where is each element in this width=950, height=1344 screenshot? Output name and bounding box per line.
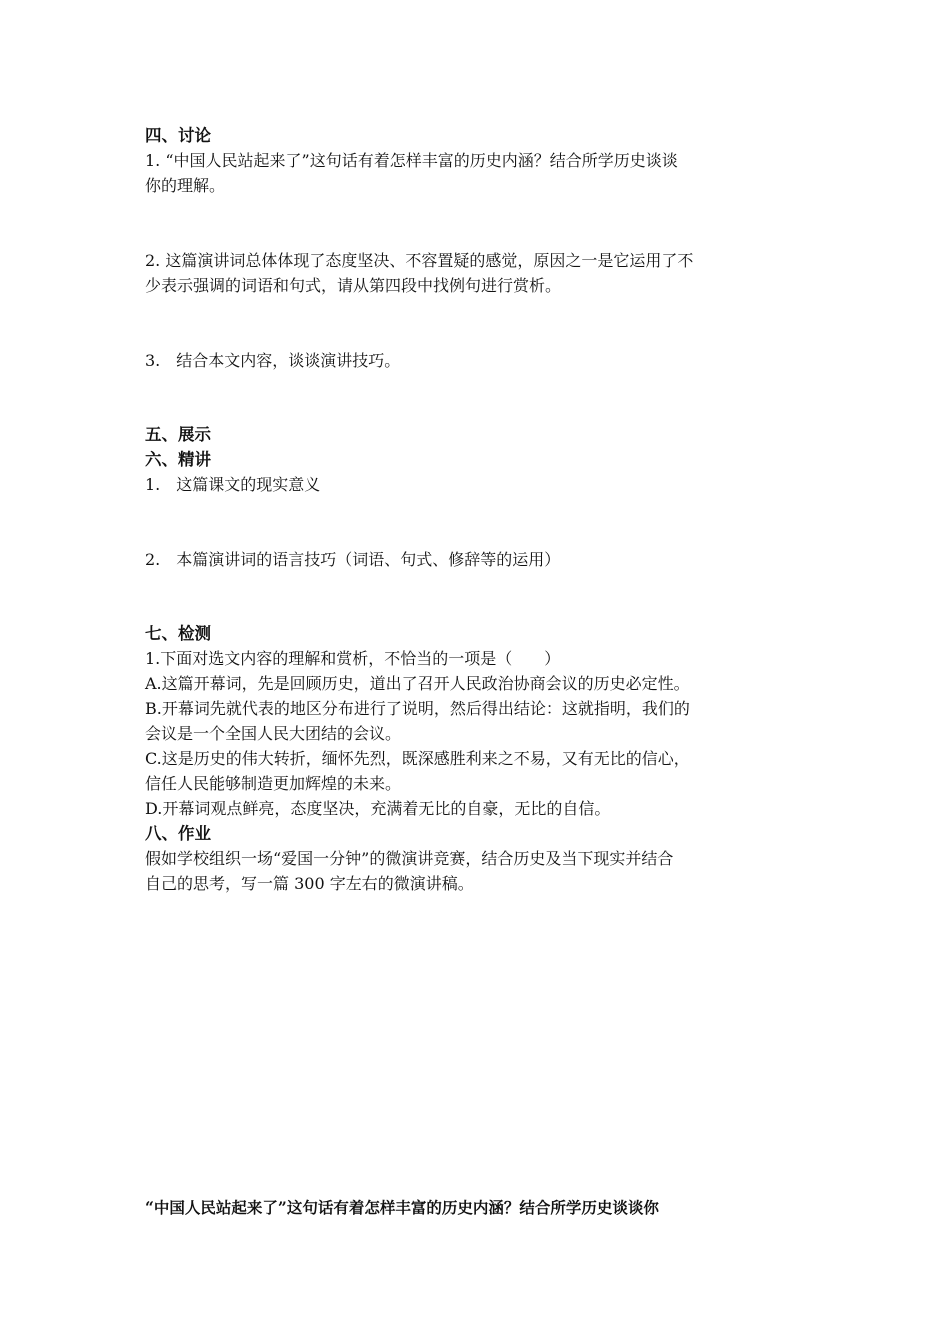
test-heading: 七、检测 xyxy=(145,624,211,643)
test-option-b-line2: 会议是一个全国人民大团结的会议。 xyxy=(145,724,402,743)
discussion-heading: 四、讨论 xyxy=(145,126,211,145)
test-option-a: A.这篇开幕词，先是回顾历史，道出了召开人民政治协商会议的历史必定性。 xyxy=(145,674,690,693)
document-page xyxy=(145,0,810,1344)
discussion-q3: 3. 结合本文内容，谈谈演讲技巧。 xyxy=(145,351,401,370)
discussion-q1-line2: 你的理解。 xyxy=(145,176,226,195)
test-option-d: D.开幕词观点鲜亮，态度坚决，充满着无比的自豪，无比的自信。 xyxy=(145,799,611,818)
lecture-item2: 2. 本篇演讲词的语言技巧（词语、句式、修辞等的运用） xyxy=(145,550,561,569)
lecture-heading: 六、精讲 xyxy=(145,450,211,469)
test-option-b-line1: B.开幕词先就代表的地区分布进行了说明，然后得出结论：这就指明，我们的 xyxy=(145,699,690,718)
homework-heading: 八、作业 xyxy=(145,824,211,843)
homework-line1: 假如学校组织一场“爱国一分钟”的微演讲竞赛，结合历史及当下现实并结合 xyxy=(145,849,674,868)
lecture-item1: 1. 这篇课文的现实意义 xyxy=(145,475,321,494)
test-option-c-line1: C.这是历史的伟大转折，缅怀先烈，既深感胜利来之不易，又有无比的信心， xyxy=(145,749,690,768)
test-question: 1.下面对选文内容的理解和赏析，不恰当的一项是（ ） xyxy=(145,649,561,668)
discussion-q2-line2: 少表示强调的词语和句式，请从第四段中找例句进行赏析。 xyxy=(145,276,562,295)
homework-line2: 自己的思考，写一篇 300 字左右的微演讲稿。 xyxy=(145,874,474,893)
page-footer-text: “中国人民站起来了”这句话有着怎样丰富的历史内涵？结合所学历史谈谈你 xyxy=(145,1198,659,1217)
discussion-q2-line1: 2. 这篇演讲词总体体现了态度坚决、不容置疑的感觉，原因之一是它运用了不 xyxy=(145,251,694,270)
discussion-q1-line1: 1. “中国人民站起来了”这句话有着怎样丰富的历史内涵？结合所学历史谈谈 xyxy=(145,151,678,170)
display-heading: 五、展示 xyxy=(145,425,211,444)
test-option-c-line2: 信任人民能够制造更加辉煌的未来。 xyxy=(145,774,402,793)
